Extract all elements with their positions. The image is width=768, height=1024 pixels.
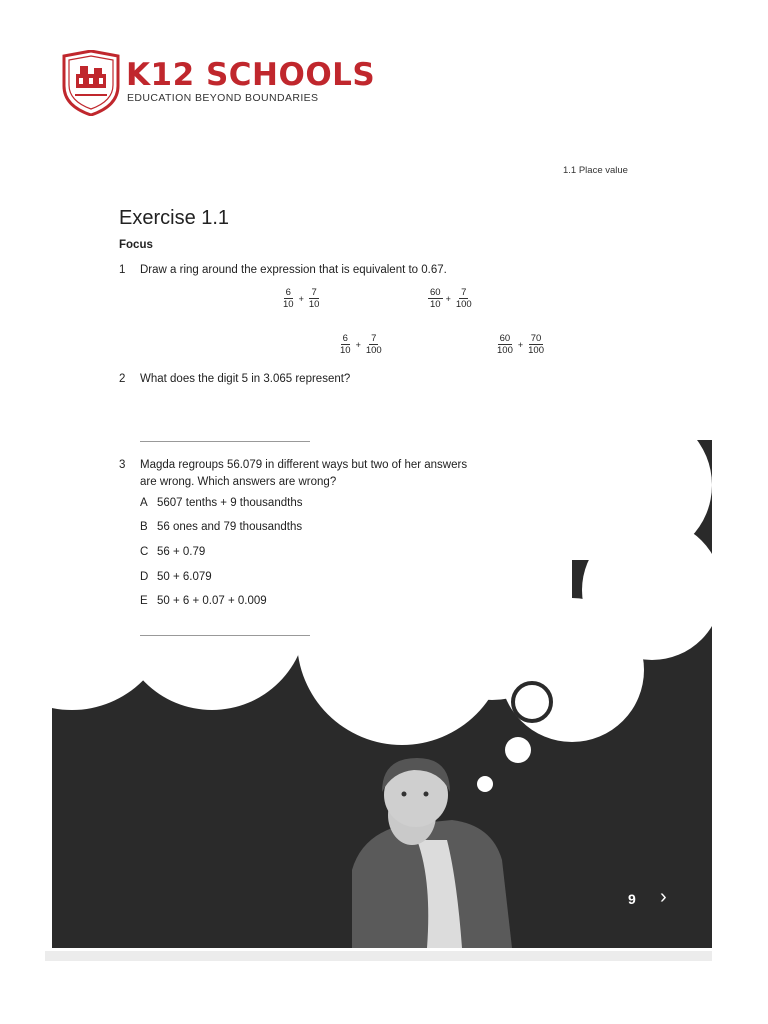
question-text-line: Magda regroups 56.079 in different ways but two of her answers bbox=[140, 459, 468, 471]
focus-label: Focus bbox=[119, 239, 153, 251]
option-text: 5607 tenths + 9 thousandths bbox=[157, 497, 303, 509]
fraction: $\frac{60}{10}$ bbox=[430, 287, 441, 310]
chevron-right-icon[interactable]: › bbox=[660, 886, 667, 908]
page-number: 9 bbox=[628, 891, 636, 907]
fraction: $\frac{7}{10}$ bbox=[308, 287, 320, 310]
fraction: $\frac{6}{10}$ bbox=[283, 287, 294, 310]
option-letter: A bbox=[140, 497, 148, 509]
thought-cloud-illustration bbox=[52, 440, 712, 948]
option-letter: D bbox=[140, 571, 149, 583]
fraction: $\frac{7}{100}$ bbox=[365, 333, 382, 356]
expression-option[interactable] bbox=[281, 287, 321, 310]
option-text: 56 ones and 79 thousandths bbox=[157, 521, 303, 533]
question-text-line: are wrong. Which answers are wrong? bbox=[140, 476, 337, 488]
logo-title: K12 SCHOOLS bbox=[126, 57, 376, 93]
option-letter: E bbox=[140, 595, 148, 607]
exercise-title: Exercise 1.1 bbox=[119, 207, 230, 229]
page-scrollbar[interactable] bbox=[45, 951, 712, 961]
k12-logo-icon bbox=[60, 50, 122, 116]
fraction: $\frac{7}{100}$ bbox=[455, 287, 472, 310]
section-reference: 1.1 Place value bbox=[563, 165, 628, 176]
plus-sign: + bbox=[445, 293, 451, 304]
question-number: 1 bbox=[119, 264, 126, 276]
option-letter: B bbox=[140, 521, 148, 533]
question-number: 3 bbox=[119, 459, 126, 471]
expression-option[interactable] bbox=[338, 333, 384, 356]
answer-line[interactable] bbox=[140, 441, 310, 442]
answer-line[interactable] bbox=[140, 635, 310, 636]
plus-sign: + bbox=[517, 339, 524, 350]
plus-sign: + bbox=[355, 339, 361, 350]
question-text: What does the digit 5 in 3.065 represent? bbox=[140, 373, 351, 385]
question-number: 2 bbox=[119, 373, 126, 385]
expression-option[interactable] bbox=[495, 333, 546, 356]
option-text: 50 + 6 + 0.07 + 0.009 bbox=[157, 595, 267, 607]
plus-sign: + bbox=[298, 293, 304, 304]
option-text: 50 + 6.079 bbox=[157, 571, 212, 583]
fraction: $\frac{70}{100}$ bbox=[528, 333, 544, 356]
logo-tagline: EDUCATION BEYOND BOUNDARIES bbox=[127, 92, 319, 104]
fraction: $\frac{6}{10}$ bbox=[340, 333, 351, 356]
option-text: 56 + 0.79 bbox=[157, 546, 206, 558]
fraction: $\frac{60}{100}$ bbox=[497, 333, 513, 356]
option-letter: C bbox=[140, 546, 149, 558]
expression-option[interactable] bbox=[428, 287, 474, 310]
question-text: Draw a ring around the expression that is equivalent to 0.67. bbox=[140, 264, 447, 276]
